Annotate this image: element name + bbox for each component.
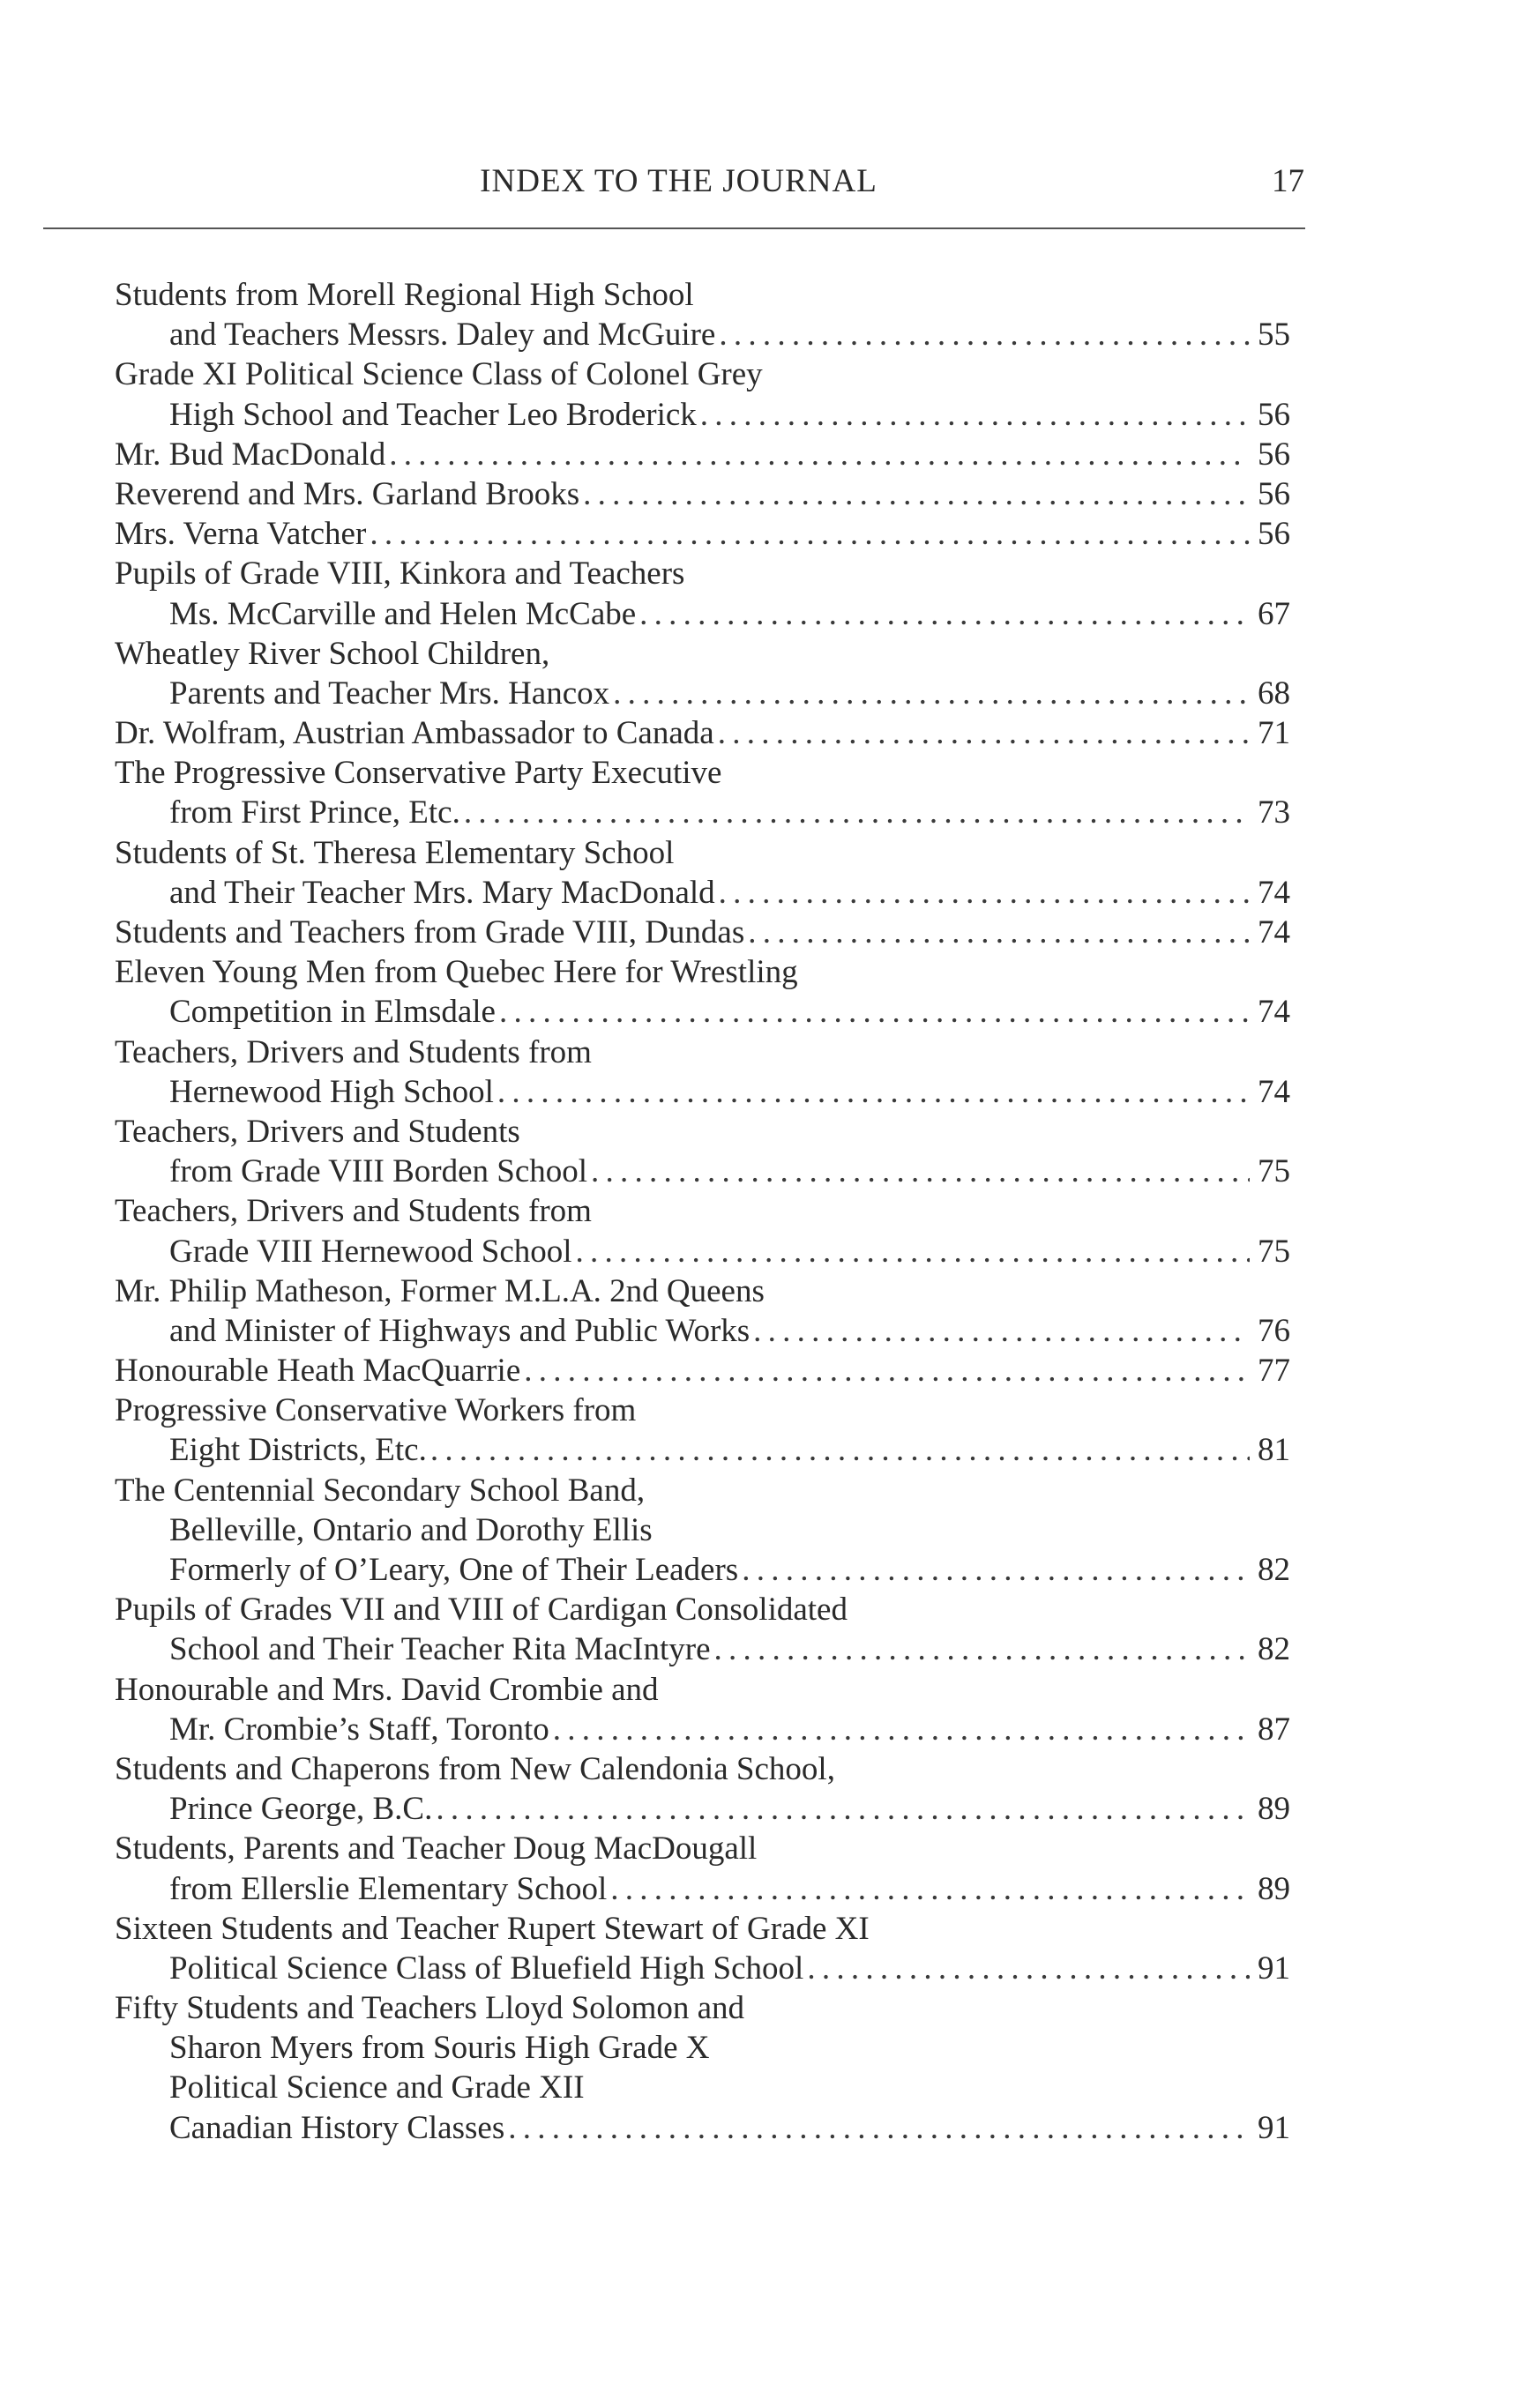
index-entry-line [115,1112,1290,1152]
index-entry-line [115,1351,1290,1390]
dot-leader [718,713,1250,753]
index-entry [115,1829,1290,1908]
running-head [53,155,1304,208]
dot-leader [508,2108,1250,2148]
entry-page-number: 56 [1258,396,1290,433]
entry-text: Ms. McCarville and Helen McCabe [169,595,637,632]
index-entry-line [115,753,1290,793]
index-list [115,275,1290,2148]
index-entry-line [115,275,1290,315]
index-entry-line [115,873,1290,913]
index-entry-line [115,514,1290,554]
entry-text: Belleville, Ontario and Dorothy Ellis [169,1511,653,1548]
entry-page-number: 91 [1258,2109,1290,2146]
entry-page-number: 82 [1258,1552,1290,1588]
entry-text: from First Prince, Etc. [169,794,460,831]
dot-leader [497,1072,1250,1112]
index-entry [115,833,1290,913]
index-entry-line [115,793,1290,832]
entry-text: Students, Parents and Teacher Doug MacDougall [115,1830,758,1868]
entry-page-number: 82 [1258,1631,1290,1668]
dot-leader [639,594,1250,634]
index-entry-line [115,1471,1290,1510]
entry-text: Sharon Myers from Souris High Grade X [169,2030,710,2067]
entry-page-number: 56 [1258,475,1290,512]
index-entry-line [115,1510,1290,1550]
dot-leader [430,1430,1250,1470]
dot-leader [807,1949,1250,1988]
entry-text: Progressive Conservative Workers from [115,1392,637,1429]
entry-text: Pupils of Grade VIII, Kinkora and Teachers [115,555,685,593]
entry-text: Teachers, Drivers and Students [115,1113,520,1150]
index-entry [115,913,1290,952]
entry-text: Competition in Elmsdale [169,994,496,1031]
dot-leader [753,1311,1250,1351]
entry-text: Reverend and Mrs. Garland Brooks [115,475,580,512]
dot-leader [576,1232,1250,1271]
entry-text: The Centennial Secondary School Band, [115,1472,646,1509]
entry-text: Mr. Crombie’s Staff, Toronto [169,1711,549,1748]
entry-text: Honourable and Mrs. David Crombie and [115,1671,659,1708]
entry-text: Grade XI Political Science Class of Colonel Grey [115,356,763,393]
index-entry-line [115,1271,1290,1311]
entry-text: Dr. Wolfram, Austrian Ambassador to Canada [115,715,714,752]
entry-text: Students from Morell Regional High School [115,277,694,313]
entry-page-number: 75 [1258,1233,1290,1270]
dot-leader [591,1152,1250,1191]
entry-page-number: 56 [1258,516,1290,553]
index-entry [115,1033,1290,1112]
index-entry-line [115,594,1290,634]
index-entry-line [115,952,1290,992]
entry-page-number: 76 [1258,1312,1290,1349]
index-entry-line [115,2108,1290,2148]
entry-text: Honourable Heath MacQuarrie [115,1353,521,1390]
entry-text: Mr. Bud MacDonald [115,436,386,473]
index-entry-line [115,1072,1290,1112]
index-entry [115,435,1290,474]
index-entry [115,1390,1290,1470]
entry-page-number: 56 [1258,436,1290,473]
index-entry-line [115,1152,1290,1191]
entry-text: Political Science and Grade XII [169,2069,585,2106]
index-entry-line [115,1629,1290,1669]
index-entry-line [115,992,1290,1032]
index-entry-line [115,1191,1290,1231]
dot-leader [613,674,1250,713]
index-entry [115,1191,1290,1271]
index-entry-line [115,1670,1290,1710]
entry-text: Students and Teachers from Grade VIII, Dundas [115,914,745,951]
index-entry-line [115,474,1290,514]
entry-page-number: 67 [1258,595,1290,632]
entry-text: Grade VIII Hernewood School [169,1233,572,1270]
index-entry [115,1271,1290,1351]
entry-text: The Progressive Conservative Party Executive [115,755,722,792]
index-entry-line [115,2068,1290,2107]
index-entry [115,952,1290,1032]
entry-text: High School and Teacher Leo Broderick [169,396,697,433]
index-entry [115,634,1290,713]
page-title: INDEX TO THE JOURNAL [480,163,877,199]
dot-leader [714,1629,1250,1669]
dot-leader [499,992,1250,1032]
entry-page-number: 55 [1258,317,1290,354]
index-entry-line [115,1869,1290,1909]
dot-leader [524,1351,1250,1390]
entry-page-number: 74 [1258,914,1290,951]
entry-text: Fifty Students and Teachers Lloyd Solomon and [115,1990,745,2027]
entry-text: and Teachers Messrs. Daley and McGuire [169,317,716,354]
index-entry-line [115,315,1290,354]
entry-text: Formerly of O’Leary, One of Their Leaders [169,1552,739,1588]
index-entry [115,753,1290,832]
index-entry [115,1471,1290,1591]
dot-leader [436,1789,1250,1829]
dot-leader [583,474,1250,514]
entry-text: Mr. Philip Matheson, Former M.L.A. 2nd Queens [115,1272,765,1309]
index-entry-line [115,713,1290,753]
entry-page-number: 73 [1258,794,1290,831]
index-entry-line [115,674,1290,713]
entry-page-number: 74 [1258,1073,1290,1110]
index-entry-line [115,1909,1290,1949]
entry-page-number: 87 [1258,1711,1290,1748]
entry-text: Pupils of Grades VII and VIII of Cardigan Consolidated [115,1592,848,1629]
entry-text: Teachers, Drivers and Students from [115,1193,592,1230]
index-entry-line [115,634,1290,674]
entry-text: Students of St. Theresa Elementary School [115,834,675,871]
index-entry [115,1749,1290,1829]
entry-text: and Minister of Highways and Public Works [169,1312,751,1349]
entry-page-number: 89 [1258,1870,1290,1907]
index-entry-line [115,913,1290,952]
dot-leader [719,873,1250,913]
index-entry-line [115,1710,1290,1749]
entry-page-number: 81 [1258,1432,1290,1469]
dot-leader [742,1550,1250,1590]
entry-text: School and Their Teacher Rita MacIntyre [169,1631,711,1668]
dot-leader [748,913,1250,952]
index-entry-line [115,1988,1290,2028]
entry-text: Hernewood High School [169,1073,494,1110]
index-entry-line [115,1390,1290,1430]
index-entry [115,474,1290,514]
dot-leader [610,1869,1250,1909]
index-entry-line [115,395,1290,435]
entry-text: Canadian History Classes [169,2109,505,2146]
entry-text: Parents and Teacher Mrs. Hancox [169,675,610,712]
index-entry-line [115,1590,1290,1629]
entry-text: Wheatley River School Children, [115,635,550,672]
index-entry-line [115,1550,1290,1590]
dot-leader [700,395,1250,435]
index-entry [115,713,1290,753]
entry-text: Mrs. Verna Vatcher [115,516,367,553]
index-entry-line [115,1232,1290,1271]
index-entry [115,1670,1290,1749]
dot-leader [719,315,1250,354]
index-entry [115,554,1290,633]
header-rule [43,227,1305,229]
entry-text: Students and Chaperons from New Calendonia School, [115,1750,835,1787]
index-entry-line [115,1749,1290,1789]
index-entry [115,354,1290,434]
entry-text: Eight Districts, Etc. [169,1432,427,1469]
entry-page-number: 74 [1258,994,1290,1031]
index-entry-line [115,354,1290,394]
index-entry-line [115,1311,1290,1351]
index-entry-line [115,1829,1290,1868]
index-entry [115,1112,1290,1191]
index-entry-line [115,1789,1290,1829]
entry-page-number: 91 [1258,1950,1290,1987]
entry-text: Teachers, Drivers and Students from [115,1033,592,1070]
entry-page-number: 75 [1258,1153,1290,1190]
index-entry-line [115,1949,1290,1988]
index-entry [115,1909,1290,1988]
index-entry-line [115,2028,1290,2068]
dot-leader [464,793,1250,832]
entry-page-number: 77 [1258,1353,1290,1390]
dot-leader [553,1710,1250,1749]
index-entry [115,1988,1290,2148]
entry-page-number: 74 [1258,874,1290,911]
entry-page-number: 89 [1258,1791,1290,1828]
entry-text: from Grade VIII Borden School [169,1153,588,1190]
index-entry [115,275,1290,354]
index-entry-line [115,1430,1290,1470]
entry-text: Eleven Young Men from Quebec Here for Wrestling [115,954,798,991]
entry-page-number: 68 [1258,675,1290,712]
page-number: 17 [1272,163,1304,199]
index-entry-line [115,833,1290,873]
dot-leader [389,435,1250,474]
index-entry-line [115,554,1290,593]
index-entry-line [115,435,1290,474]
entry-text: and Their Teacher Mrs. Mary MacDonald [169,874,715,911]
dot-leader [370,514,1250,554]
entry-text: Prince George, B.C. [169,1791,433,1828]
index-entry [115,1590,1290,1669]
entry-page-number: 71 [1258,715,1290,752]
entry-text: Sixteen Students and Teacher Rupert Stewart of Grade XI [115,1910,870,1947]
entry-text: from Ellerslie Elementary School [169,1870,608,1907]
index-entry [115,514,1290,554]
index-entry-line [115,1033,1290,1072]
index-entry [115,1351,1290,1390]
entry-text: Political Science Class of Bluefield High School [169,1950,804,1987]
